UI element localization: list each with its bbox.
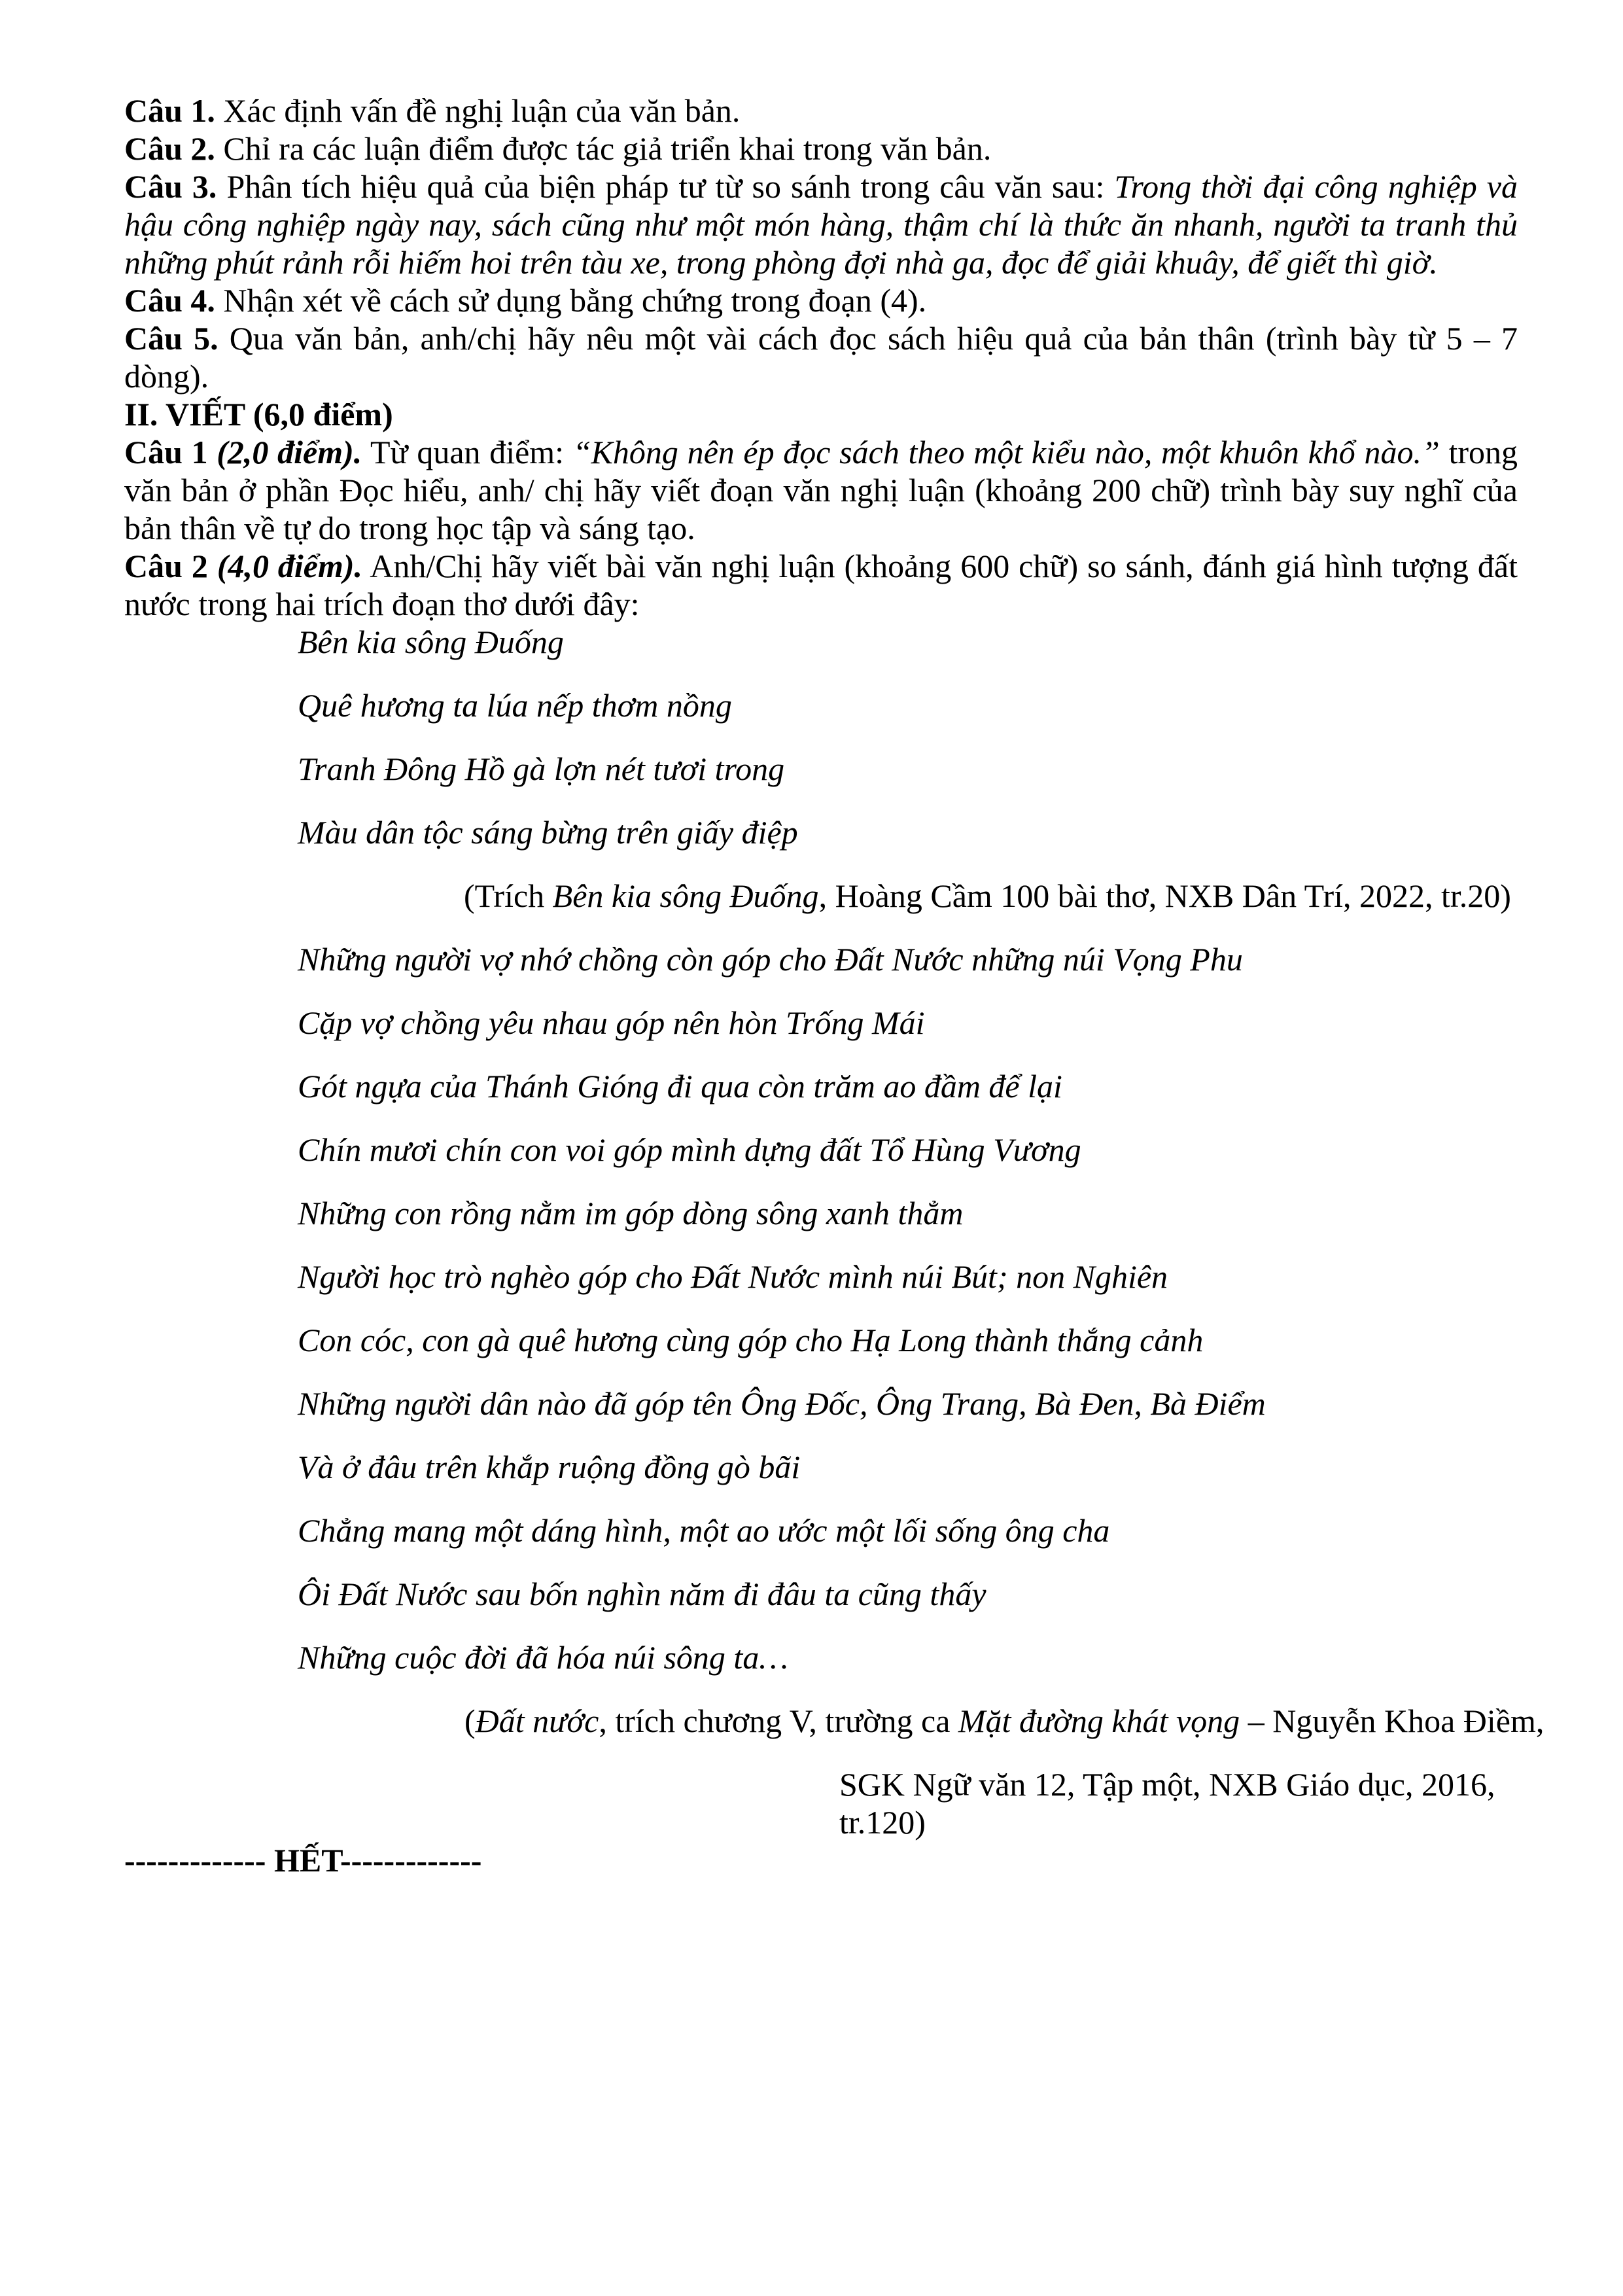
question-2-text: Chỉ ra các luận điểm được tác giả triển khai trong văn bản. bbox=[215, 130, 992, 167]
question-3-text: Phân tích hiệu quả của biện pháp tư từ so sánh trong câu văn sau: bbox=[217, 168, 1115, 205]
end-marker: ------------- HẾT------------- bbox=[124, 1842, 482, 1879]
poem-line: Con cóc, con gà quê hương cùng góp cho Hạ Long thành thắng cảnh bbox=[298, 1322, 1204, 1358]
question-1 bbox=[124, 92, 1518, 130]
question-5 bbox=[124, 319, 1518, 395]
poem-line: Ôi Đất Nước sau bốn nghìn năm đi đâu ta cũng thấy bbox=[298, 1576, 986, 1612]
poem-line: Chẳng mang một dáng hình, một ao ước một lối sống ông cha bbox=[298, 1512, 1110, 1549]
question-4-text: Nhận xét về cách sử dụng bằng chứng trong đoạn (4). bbox=[215, 282, 927, 319]
poem-1 bbox=[124, 623, 1518, 851]
poem-line: Gót ngựa của Thánh Gióng đi qua còn trăm ao đầm để lại bbox=[298, 1068, 1062, 1104]
question-5-label: Câu 5. bbox=[124, 320, 218, 357]
citation-2 bbox=[464, 1702, 1544, 1740]
question-2 bbox=[124, 130, 1518, 168]
citation-2-title-2: Mặt đường khát vọng bbox=[958, 1703, 1240, 1739]
writing-question-1-quote: “Không nên ép đọc sách theo một kiểu nào, một khuôn khổ nào.” bbox=[572, 434, 1440, 470]
writing-question-1-lead: Từ quan điểm: bbox=[362, 434, 573, 470]
writing-question-1-label: Câu 1 bbox=[124, 434, 217, 470]
poem-line: Màu dân tộc sáng bừng trên giấy điệp bbox=[298, 814, 798, 851]
question-2-label: Câu 2. bbox=[124, 130, 215, 167]
question-1-label: Câu 1. bbox=[124, 92, 215, 129]
poem-line: Và ở đâu trên khắp ruộng đồng gò bãi bbox=[298, 1449, 801, 1485]
citation-2-pre: ( bbox=[464, 1703, 476, 1739]
poem-line: Cặp vợ chồng yêu nhau góp nên hòn Trống Mái bbox=[298, 1004, 925, 1041]
writing-question-2-label: Câu 2 bbox=[124, 548, 217, 584]
writing-question-2 bbox=[124, 547, 1518, 623]
question-3-quote: Trong thời đại công nghiệp và hậu công nghiệp ngày nay, sách cũng như một món hàng, thậm chí là thức ăn nhanh, người ta tranh thủ những phút rảnh rỗi hiếm hoi trên tàu xe, trong phòng đợi nhà ga, đọc để giải khuây, để giết thì giờ. bbox=[124, 168, 1518, 281]
poem-line: Những người dân nào đã góp tên Ông Đốc, Ông Trang, Bà Đen, Bà Điểm bbox=[298, 1385, 1266, 1422]
citation-1 bbox=[464, 877, 1518, 915]
question-4-label: Câu 4. bbox=[124, 282, 215, 319]
poem-line: Tranh Đông Hồ gà lợn nét tươi trong bbox=[298, 751, 785, 787]
citation-1-pre: (Trích bbox=[464, 877, 553, 914]
poem-line: Những người vợ nhớ chồng còn góp cho Đất Nước những núi Vọng Phu bbox=[298, 941, 1243, 978]
section-heading-viet: II. VIẾT (6,0 điểm) bbox=[124, 396, 393, 433]
writing-question-1 bbox=[124, 433, 1518, 547]
citation-2-mid: , trích chương V, trường ca bbox=[599, 1703, 958, 1739]
citation-1-title: Bên kia sông Đuống bbox=[552, 877, 819, 914]
citation-2-post: – Nguyễn Khoa Điềm, bbox=[1240, 1703, 1544, 1739]
citation-1-post: , Hoàng Cầm 100 bài thơ, NXB Dân Trí, 2022, tr.20) bbox=[818, 877, 1511, 914]
citation-2-title-1: Đất nước bbox=[475, 1703, 599, 1739]
poem-line: Những cuộc đời đã hóa núi sông ta… bbox=[298, 1639, 788, 1676]
citation-2-source: SGK Ngữ văn 12, Tập một, NXB Giáo dục, 2016, tr.120) bbox=[839, 1766, 1495, 1841]
writing-question-2-text: Anh/Chị hãy viết bài văn nghị luận (khoảng 600 chữ) so sánh, đánh giá hình tượng đất nước trong hai trích đoạn thơ dưới đây: bbox=[124, 548, 1518, 622]
writing-question-1-points: (2,0 điểm). bbox=[217, 434, 362, 470]
question-1-text: Xác định vấn đề nghị luận của văn bản. bbox=[215, 92, 741, 129]
poem-line: Những con rồng nằm im góp dòng sông xanh thẳm bbox=[298, 1195, 964, 1231]
question-4 bbox=[124, 281, 1518, 319]
question-3-label: Câu 3. bbox=[124, 168, 217, 205]
writing-question-1-rest: trong văn bản ở phần Đọc hiểu, anh/ chị hãy viết đoạn văn nghị luận (khoảng 200 chữ) trình bày suy nghĩ của bản thân về tự do trong học tập và sáng tạo. bbox=[124, 434, 1518, 546]
poem-line: Người học trò nghèo góp cho Đất Nước mình núi Bút; non Nghiên bbox=[298, 1258, 1168, 1295]
question-3 bbox=[124, 168, 1518, 281]
writing-question-2-points: (4,0 điểm). bbox=[217, 548, 363, 584]
poem-line: Bên kia sông Đuống bbox=[298, 624, 564, 660]
poem-2 bbox=[124, 940, 1518, 1676]
poem-line: Chín mươi chín con voi góp mình dựng đất Tổ Hùng Vương bbox=[298, 1131, 1081, 1168]
poem-line: Quê hương ta lúa nếp thơm nồng bbox=[298, 687, 732, 724]
question-5-text: Qua văn bản, anh/chị hãy nêu một vài cách đọc sách hiệu quả của bản thân (trình bày từ 5 – 7 dòng). bbox=[124, 320, 1518, 395]
